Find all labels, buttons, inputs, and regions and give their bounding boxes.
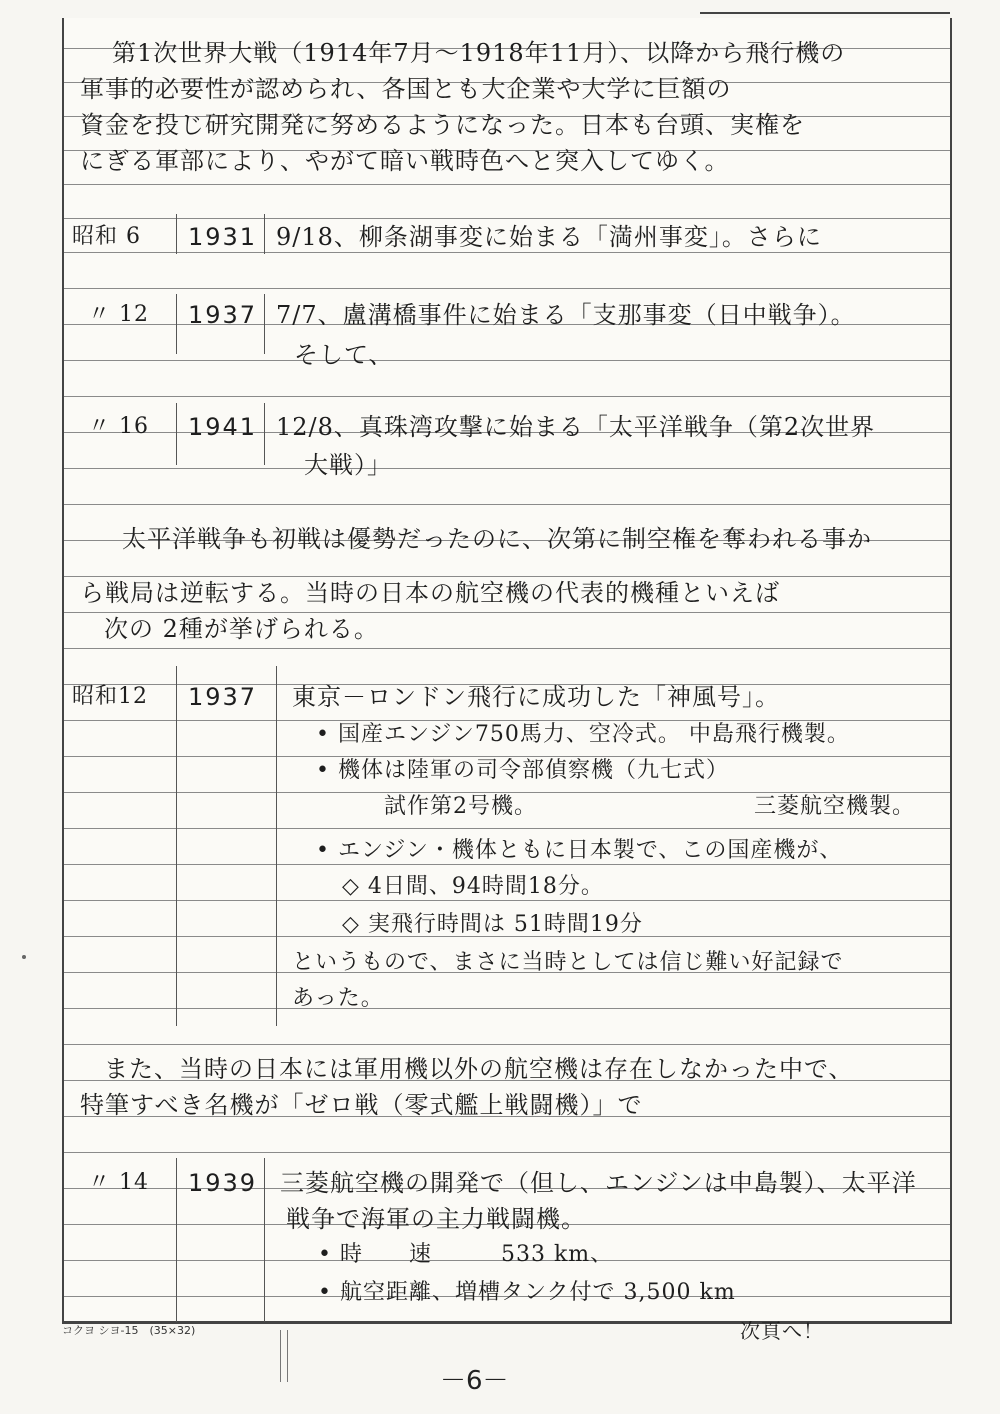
ruled-line xyxy=(64,468,950,469)
column-divider xyxy=(264,403,265,465)
page-number: －6－ xyxy=(440,1366,509,1396)
era-label: 〃 12 xyxy=(88,302,149,327)
year-label: 1937 xyxy=(188,301,258,329)
paragraph-line: 特筆すべき名機が「ゼロ戦（零式艦上戦闘機）」で xyxy=(80,1091,643,1119)
column-divider xyxy=(264,294,265,354)
notebook-label: コクヨ シヨ-15 (35×32) xyxy=(62,1324,196,1337)
ruled-line xyxy=(64,184,950,185)
intro-line: 軍事的必要性が認められ、各国とも大企業や大学に巨額の xyxy=(80,75,732,103)
ruled-line xyxy=(64,288,950,289)
bullet-item: • エンジン・機体ともに日本製で、この国産機が、 xyxy=(316,838,843,863)
paragraph-line: ら戦局は逆転する。当時の日本の航空機の代表的機種といえば xyxy=(80,579,780,607)
kamikaze-title: 東京－ロンドン飛行に成功した「神風号」。 xyxy=(292,683,780,711)
paragraph-line: 次の 2種が挙げられる。 xyxy=(104,615,379,643)
column-divider xyxy=(176,294,177,354)
paragraph-line: また、当時の日本には軍用機以外の航空機は存在しなかった中で、 xyxy=(104,1055,854,1083)
bullet-item: • 国産エンジン750馬力、空冷式。 中島飛行機製。 xyxy=(316,722,850,747)
scan-speck xyxy=(22,955,26,959)
ruled-line xyxy=(64,1152,950,1153)
year-label: 1937 xyxy=(188,683,258,711)
maker-note: 三菱航空機製。 xyxy=(754,794,916,819)
spec-item: • 時 速 533 km、 xyxy=(318,1242,614,1267)
ruled-line xyxy=(64,648,950,649)
bullet-item: • 機体は陸軍の司令部偵察機（九七式） xyxy=(316,758,729,783)
paragraph-line: 太平洋戦争も初戦は優勢だったのに、次第に制空権を奪われる事か xyxy=(122,525,872,553)
column-divider xyxy=(276,666,277,1026)
paragraph-line: というもので、まさに当時としては信じ難い好記録で xyxy=(292,950,844,975)
year-label: 1941 xyxy=(188,413,258,441)
column-divider xyxy=(264,1158,265,1322)
event-text: 戦争で海軍の主力戦闘機。 xyxy=(286,1205,586,1233)
column-divider xyxy=(264,214,265,254)
ruled-line xyxy=(64,360,950,361)
bullet-item: 試作第2号機。 xyxy=(384,794,537,819)
column-divider xyxy=(176,666,177,1026)
intro-line: にぎる軍部により、やがて暗い戦時色へと突入してゆく。 xyxy=(80,147,730,175)
ruled-line xyxy=(64,218,950,219)
event-text: 7/7、盧溝橋事件に始まる「支那事変（日中戦争）。 xyxy=(276,301,856,329)
top-margin-line xyxy=(700,12,950,14)
era-label: 昭和12 xyxy=(72,684,148,709)
ruled-line xyxy=(64,1044,950,1045)
ruled-line xyxy=(64,1008,950,1009)
era-label: 〃 14 xyxy=(88,1170,149,1195)
event-text: 12/8、真珠湾攻撃に始まる「太平洋戦争（第2次世界 xyxy=(276,413,876,441)
intro-line: 資金を投じ研究開発に努めるようになった。日本も台頭、実権を xyxy=(80,111,805,139)
ruled-line xyxy=(64,612,950,613)
event-text: 三菱航空機の開発で（但し、エンジンは中島製）、太平洋 xyxy=(280,1169,917,1197)
column-divider xyxy=(176,214,177,254)
ruled-line xyxy=(64,252,950,253)
era-label: 〃 16 xyxy=(88,414,149,439)
paragraph-line: あった。 xyxy=(292,986,384,1011)
spec-item: • 航空距離、増槽タンク付で 3,500 km xyxy=(318,1280,736,1305)
event-text: 9/18、柳条湖事変に始まる「満州事変」。さらに xyxy=(276,223,822,251)
year-label: 1939 xyxy=(188,1169,258,1197)
ruled-line xyxy=(64,504,950,505)
event-text: そして、 xyxy=(294,341,394,369)
column-divider xyxy=(176,1158,177,1322)
record-item: ◇ 4日間、94時間18分。 xyxy=(342,874,604,899)
year-label: 1931 xyxy=(188,223,258,251)
record-item: ◇ 実飛行時間は 51時間19分 xyxy=(342,912,643,937)
event-text: 大戦）」 xyxy=(304,451,392,479)
intro-line: 第1次世界大戦（1914年7月～1918年11月）、以降から飛行機の xyxy=(112,39,846,67)
ruled-line xyxy=(64,576,950,577)
ruled-line xyxy=(64,396,950,397)
continued-note: 次頁へ！ xyxy=(740,1319,824,1343)
era-label: 昭和 6 xyxy=(72,224,141,249)
ruled-line xyxy=(64,828,950,829)
column-divider xyxy=(176,403,177,465)
pencil-mark xyxy=(280,1330,288,1382)
